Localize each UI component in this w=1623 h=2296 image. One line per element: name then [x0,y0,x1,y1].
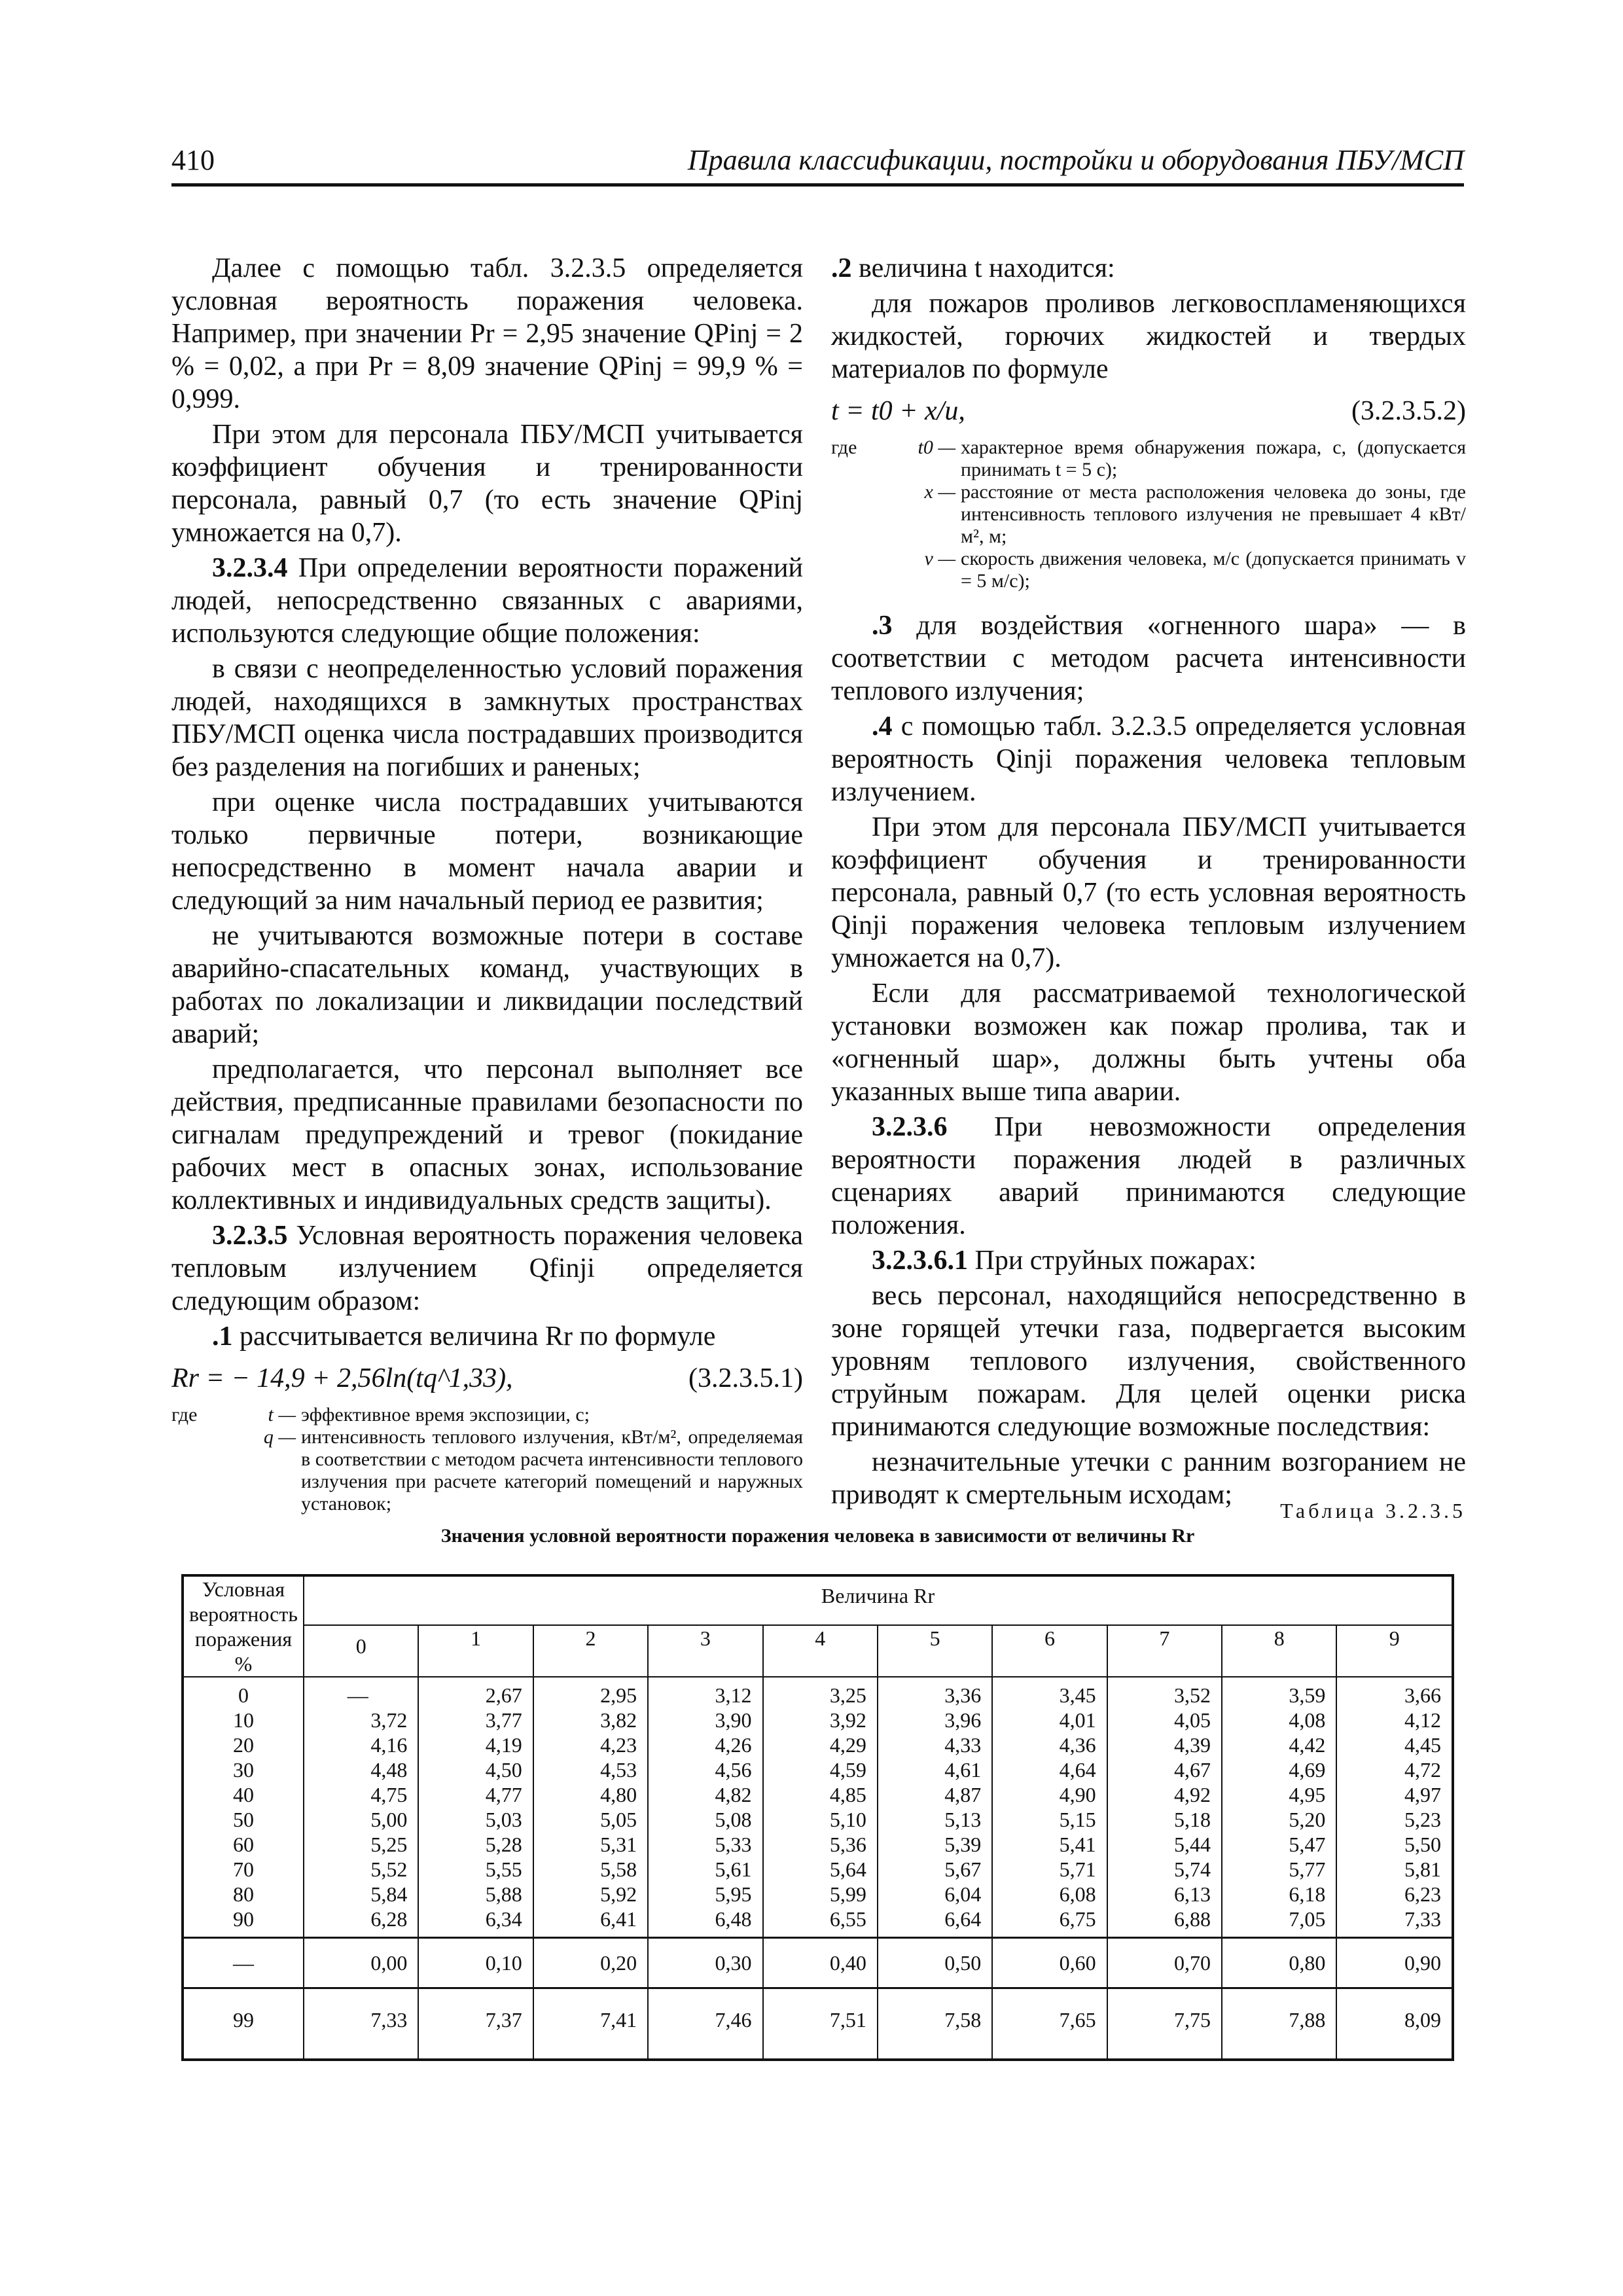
item-number: .3 [872,611,893,641]
definition-symbol: t0 — [918,437,955,458]
table-row [183,1988,1453,2060]
definition-symbol: x — [924,481,955,503]
definition-text: скорость движения человека, м/с (допускается принимать v = 5 м/с); [961,548,1466,592]
definition-text: расстояние от места расположения человека до зоны, где интенсивность теплового излучения не превышает 4 кВт/м², м; [961,481,1466,547]
table-cell: 7,46 [648,1988,762,2060]
section-number: 3.2.3.6 [872,1112,948,1142]
paragraph-text: с помощью табл. 3.2.3.5 определяется условная вероятность Qinji поражения человека тепловым излучением. [831,711,1466,807]
table-header-row [183,1625,1453,1677]
right-column [831,252,1466,1514]
paragraph [171,552,803,650]
paragraph-text: При определении вероятности поражений людей, непосредственно связанных с авариями, используются следующие общие положения: [171,553,803,649]
paragraph [831,710,1466,808]
row-label: 99 [183,1988,304,2060]
paragraph [831,1111,1466,1242]
page-number: 410 [171,144,215,176]
column-header: 7 [1107,1625,1222,1677]
left-column [171,252,803,1532]
column-header: 8 [1222,1625,1336,1677]
table-title: Значения условной вероятности поражения человека в зависимости от величины Rr [440,1525,1195,1547]
column-header: 0 [304,1625,418,1677]
paragraph-text: Условная вероятность поражения человека тепловым излучением Qfinji определяется следующим образом: [171,1221,803,1316]
table-cell: 0,60 [992,1938,1107,1988]
paragraph [831,252,1466,285]
paragraph: Если для рассматриваемой технологической установки возможен как пожар пролива, так и «огненный шар», должны быть учтены оба указанных выше типа аварии. [831,978,1466,1107]
column-header: 2 [533,1625,648,1677]
value-column: 3,25 3,92 4,29 4,59 4,85 5,10 5,36 5,64 5,99 6,55 [763,1677,878,1938]
formula-number: (3.2.3.5.2) [1351,396,1466,426]
section-number: 3.2.3.6.1 [872,1246,968,1276]
paragraph: При этом для персонала ПБУ/МСП учитывается коэффициент обучения и тренированности персонала, равный 0,7 (то есть значение QPinj умножается на 0,7). [171,420,803,548]
value-column: 3,45 4,01 4,36 4,64 4,90 5,15 5,41 5,71 6,08 6,75 [992,1677,1107,1938]
definition-symbol: v — [924,548,955,569]
table-cell: 0,30 [648,1938,762,1988]
value-column: 3,59 4,08 4,42 4,69 4,95 5,20 5,47 5,77 6,18 7,05 [1222,1677,1336,1938]
formula-definitions [171,1404,803,1515]
definition-text: характерное время обнаружения пожара, с, (допускается принимать t = 5 с); [961,437,1466,480]
definition-symbol: t — [268,1404,296,1426]
paragraph: незначительные утечки с ранним возгоранием не приводят к смертельным исходам; [831,1447,1466,1510]
table-cell: 0,70 [1107,1938,1222,1988]
paragraph: при оценке числа пострадавших учитываются только первичные потери, возникающие непосредственно в момент начала аварии и следующий за ним начальный период ее развития; [171,787,803,916]
column-header: 3 [648,1625,762,1677]
item-number: .4 [872,711,893,742]
paragraph: Далее с помощью табл. 3.2.3.5 определяется условная вероятность поражения человека. Например, при значении Pr = 2,95 значение QPinj = 2 % = 0,02, а при Pr = 8,09 значение QPinj = 99,9 % = 0,999. [171,253,803,414]
definition-text: эффективное время экспозиции, с; [301,1404,590,1426]
running-title: Правила классификации, постройки и оборудования ПБУ/МСП [687,144,1464,176]
column-header: 4 [763,1625,878,1677]
paragraph: в связи с неопределенностью условий поражения людей, находящихся в замкнутых пространствах ПБУ/МСП оценка числа пострадавших производится без разделения на погибших и раненых; [171,654,803,782]
definition-row [831,548,1466,592]
where-label: где [171,1404,198,1426]
table-cell: 7,75 [1107,1988,1222,2060]
paragraph: При этом для персонала ПБУ/МСП учитывается коэффициент обучения и тренированности персонала, равный 0,7 (то есть условная вероятность Qinji поражения человека тепловым излучением умножается на 0,7). [831,812,1466,973]
paragraph [171,1320,803,1353]
definition-text: интенсивность теплового излучения, кВт/м², определяемая в соответствии с методом расчета интенсивности теплового излучения при расчете категорий помещений и наружных установок; [301,1426,803,1515]
formula-3-2-3-5-2 [831,395,1466,427]
item-number: .1 [212,1321,233,1352]
paragraph-text: рассчитывается величина Rr по формуле [232,1321,716,1352]
column-header: 6 [992,1625,1107,1677]
value-column: — 3,72 4,16 4,48 4,75 5,00 5,25 5,52 5,84 6,28 [304,1677,418,1938]
paragraph: предполагается, что персонал выполняет все действия, предписанные правилами безопасности по сигналам предупреждений и тревог (покидание рабочих мест в опасных зонах, использование коллективных и индивидуальных средств защиты). [171,1054,803,1215]
row-label: — [183,1938,304,1988]
section-number: 3.2.3.4 [212,553,288,583]
formula-expression: Rr = − 14,9 + 2,56ln(tq^1,33), [171,1363,513,1393]
paragraph [831,609,1466,708]
definition-row [171,1426,803,1515]
paragraph-text: для воздействия «огненного шара» — в соответствии с методом расчета интенсивности теплового излучения; [831,611,1466,706]
table-cell: 7,41 [533,1988,648,2060]
column-header: 5 [878,1625,992,1677]
table-cell: 0,10 [418,1938,533,1988]
table-cell: 7,51 [763,1988,878,2060]
table-cell: 0,80 [1222,1938,1336,1988]
value-column: 3,66 4,12 4,45 4,72 4,97 5,23 5,50 5,81 6,23 7,33 [1336,1677,1453,1938]
definition-symbol: q — [263,1426,296,1448]
value-column: 3,36 3,96 4,33 4,61 4,87 5,13 5,39 5,67 6,04 6,64 [878,1677,992,1938]
column-group-header: Величина Rr [304,1575,1453,1625]
table-cell: 7,88 [1222,1988,1336,2060]
definition-row [831,437,1466,481]
table-header-row [183,1575,1453,1625]
table-cell: 7,65 [992,1988,1107,2060]
value-column: 2,95 3,82 4,23 4,53 4,80 5,05 5,31 5,58 5,92 6,41 [533,1677,648,1938]
table-cell: 7,58 [878,1988,992,2060]
definition-row [171,1404,803,1426]
table-cell: 0,50 [878,1938,992,1988]
value-column: 3,12 3,90 4,26 4,56 4,82 5,08 5,33 5,61 5,95 6,48 [648,1677,762,1938]
formula-expression: t = t0 + x/u, [831,396,965,426]
table-row-block [183,1677,1453,1938]
table-cell: 0,20 [533,1938,648,1988]
value-column: 3,52 4,05 4,39 4,67 4,92 5,18 5,44 5,74 6,13 6,88 [1107,1677,1222,1938]
table-cell: 0,00 [304,1938,418,1988]
item-number: .2 [831,253,852,283]
paragraph-text: При невозможности определения вероятности поражения людей в различных сценариях аварий принимаются следующие положения. [831,1112,1466,1240]
where-label: где [831,437,857,458]
row-header-cell: Условная вероятность поражения % [183,1575,304,1677]
paragraph: не учитываются возможные потери в составе аварийно-спасательных команд, участвующих в работах по локализации и ликвидации последствий аварий; [171,921,803,1049]
paragraph-text: величина t находится: [851,253,1115,283]
paragraph: для пожаров проливов легковоспламеняющихся жидкостей, горючих жидкостей и твердых материалов по формуле [831,289,1466,384]
probability-table [181,1574,1454,2061]
formula-3-2-3-5-1 [171,1362,803,1395]
paragraph-text: При струйных пожарах: [968,1246,1257,1276]
table-cell: 7,33 [304,1988,418,2060]
column-header: 1 [418,1625,533,1677]
paragraph [831,1244,1466,1277]
value-column: 2,67 3,77 4,19 4,50 4,77 5,03 5,28 5,55 5,88 6,34 [418,1677,533,1938]
page-header [171,137,1464,187]
table-row [183,1938,1453,1988]
table-cell: 7,37 [418,1988,533,2060]
row-labels-cell: 0 10 20 30 40 50 60 70 80 90 [183,1677,304,1938]
formula-definitions [831,437,1466,592]
formula-number: (3.2.3.5.1) [688,1363,803,1393]
paragraph: весь персонал, находящийся непосредственно в зоне горящей утечки газа, подвергается высоким уровням теплового излучения, свойственного струйным пожарам. Для целей оценки риска принимаются следующие возможные последствия: [831,1281,1466,1442]
table-cell: 8,09 [1336,1988,1453,2060]
definition-row [831,481,1466,548]
column-header: 9 [1336,1625,1453,1677]
table-caption: Таблица 3.2.3.5 [1280,1499,1466,1522]
section-number: 3.2.3.5 [212,1221,288,1251]
table-cell: 0,40 [763,1938,878,1988]
table-cell: 0,90 [1336,1938,1453,1988]
paragraph [171,1219,803,1318]
